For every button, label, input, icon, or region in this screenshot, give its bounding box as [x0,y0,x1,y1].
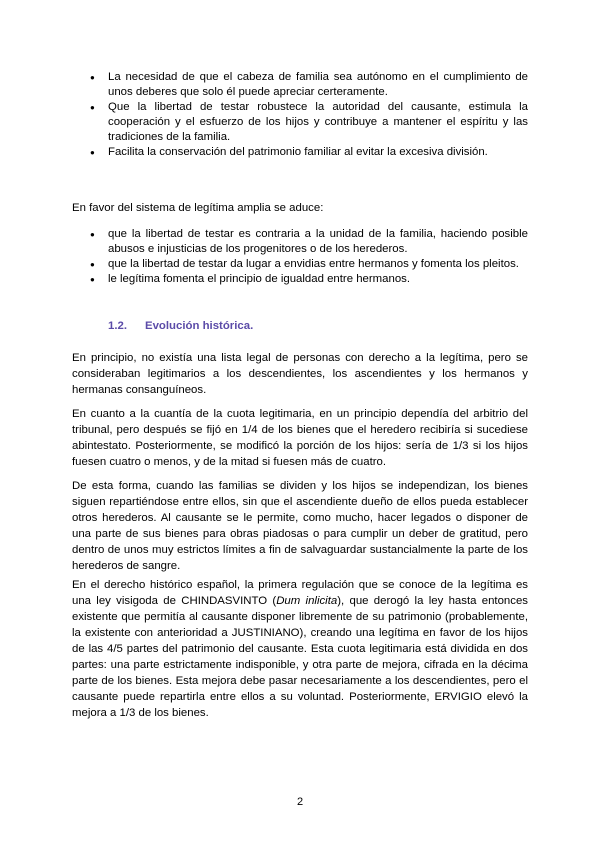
section-number: 1.2. [108,320,127,332]
body-paragraph: En principio, no existía una lista legal de personas con derecho a la legítima, pero se consideraban legitimarios a los descendientes, los ascendientes y los hermanos y hermanas consanguíneos. [72,352,528,396]
intro-amplia-paragraph: En favor del sistema de legítima amplia se aduce: [72,202,324,214]
list-item: ● Que la libertad de testar robustece la autoridad del causante, estimula la cooperación y el esfuerzo de los hijos y contribuye a mantener el espíritu y las tradiciones de la familia. [72,100,528,145]
list-item: ● que la libertad de testar es contraria a la unidad de la familia, haciendo posible abusos e injusticias de los progenitores o de los herederos. [72,227,528,257]
body-paragraph: De esta forma, cuando las familias se dividen y los hijos se independizan, los bienes siguen repartiéndose entre ellos, sin que el ascendiente dueño de ellos pueda establecer otros herederos. Al causante se le permite, como mucho, hacer legados o disponer de una parte de sus bienes para obras piadosas o para cumplir un deber de gratitud, pero dentro de unos muy estrictos límites a fin de salvaguardar sustancialmente la parte de los herederos de sangre. [72,480,528,572]
page-number: 2 [296,796,304,808]
body-paragraph: En cuanto a la cuantía de la cuota legitimaria, en un principio dependía del arbitrio del tribunal, pero después se fijó en 1/4 de los bienes que el heredero recibiría si sucediese abintestato. Posteriormente, se modificó la porción de los hijos: sería de 1/3 si los hijos fuesen cuatro o menos, y de la mitad si fuesen más de cuatro. [72,408,528,468]
paragraph-text: ), que derogó la ley hasta entonces existente que permitía al causante disponer libremente de su patrimonio (probablemente, la existente con anterioridad a JUSTINIANO), creando una legítima en favor de los hijos de las 4/5 partes del patrimonio del causante. Esta cuota legitimaria está dividida en dos partes: una parte estrictamente indisponible, y otra parte de mejora, cifrada en la décima parte de los bienes. Esta mejora debe pasar necesariamente a los descendientes, pero el causante puede repartirla entre ellos a su voluntad. Posteriormente, ERVIGIO elevó la mejora a 1/3 de los bienes. [72,595,528,719]
amplia-list [72,227,528,287]
section-heading [108,320,253,332]
latin-term: Dum inlicita [276,595,338,607]
section-title: Evolución histórica. [145,320,254,332]
list-item: ● que la libertad de testar da lugar a envidias entre hermanos y fomenta los pleitos. [72,257,528,272]
list-item: ● le legítima fomenta el principio de igualdad entre hermanos. [72,272,528,287]
body-paragraph-historic [72,577,528,721]
list-item: ● La necesidad de que el cabeza de familia sea autónomo en el cumplimiento de unos deberes que solo él puede apreciar certeramente. [72,70,528,100]
advantages-list [72,70,528,160]
list-item: ● Facilita la conservación del patrimonio familiar al evitar la excesiva división. [72,145,528,160]
paragraph-text: En el derecho histórico español, la primera regulación que se conoce de la legítima es una ley visigoda de CHINDASVINTO ( [72,579,528,607]
